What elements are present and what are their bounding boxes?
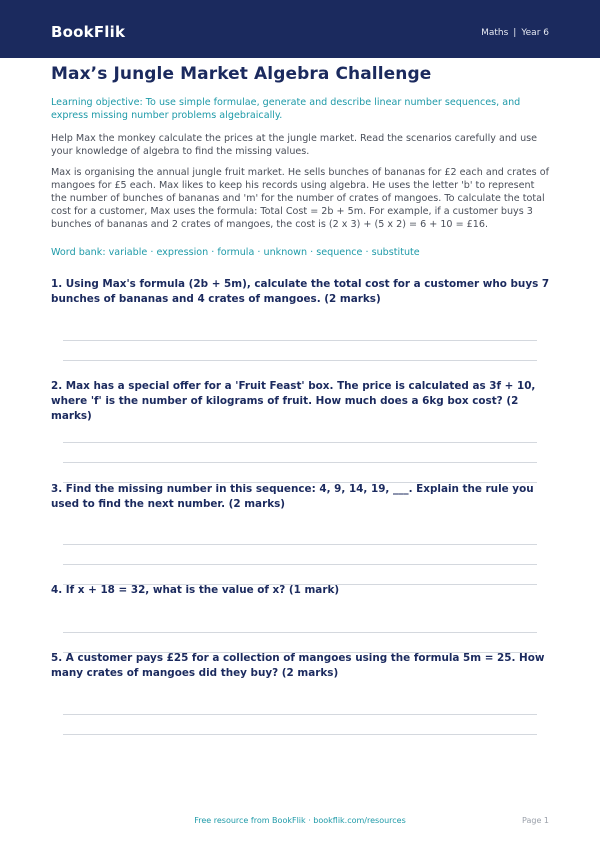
word-bank: Word bank: variable · expression · formula · unknown · sequence · substitute xyxy=(51,247,420,258)
question-1: 1. Using Max's formula (2b + 5m), calculate the total cost for a customer who buys 7 bunches of bananas and 4 crates of mangoes. (2 marks) xyxy=(51,278,550,305)
answer-line[interactable] xyxy=(63,632,537,633)
year-label: Year 6 xyxy=(521,28,549,38)
answer-line[interactable] xyxy=(63,340,537,341)
answer-line[interactable] xyxy=(63,442,537,443)
footer-link[interactable]: Free resource from BookFlik · bookflik.com/resources xyxy=(194,816,406,825)
answer-line[interactable] xyxy=(63,360,537,361)
page-title: Max’s Jungle Market Algebra Challenge xyxy=(51,64,432,84)
answer-line[interactable] xyxy=(63,462,537,463)
question-5: 5. A customer pays £25 for a collection of mangoes using the formula 5m = 25. How many crates of mangoes did they buy? (2 marks) xyxy=(51,652,545,679)
brand-logo[interactable]: BookFlik xyxy=(51,23,126,41)
page-number: Page 1 xyxy=(522,816,549,825)
scenario-text: Max is organising the annual jungle fruit market. He sells bunches of bananas for £2 each and crates of mangoes for £5 each. Max likes to keep his records using algebra. He uses the letter 'b' to represent the number of bunches of bananas and 'm' for the number of crates of mangoes. To calculate the total cost for a customer, Max uses the formula: Total Cost = 2b + 5m. For example, if a customer buys 3 bunches of bananas and 2 crates of mangoes, the cost is (2 x 3) + (5 x 2) = 6 + 10 = £16. xyxy=(51,167,549,230)
question-3: 3. Find the missing number in this sequence: 4, 9, 14, 19, ___. Explain the rule you used to find the next number. (2 marks) xyxy=(51,483,534,510)
header-bar xyxy=(0,0,600,58)
header-meta xyxy=(481,28,549,38)
answer-line[interactable] xyxy=(63,544,537,545)
learning-objective: Learning objective: To use simple formulae, generate and describe linear number sequences, and express missing number problems algebraically. xyxy=(51,97,521,121)
intro-text: Help Max the monkey calculate the prices at the jungle market. Read the scenarios carefully and use your knowledge of algebra to find the missing values. xyxy=(51,133,538,157)
answer-line[interactable] xyxy=(63,734,537,735)
answer-line[interactable] xyxy=(63,564,537,565)
question-4: 4. If x + 18 = 32, what is the value of x? (1 mark) xyxy=(51,584,340,596)
question-2: 2. Max has a special offer for a 'Fruit Feast' box. The price is calculated as 3f + 10, where 'f' is the number of kilograms of fruit. How much does a 6kg box cost? (2 marks) xyxy=(51,380,536,422)
subject-label: Maths xyxy=(481,28,509,38)
answer-line[interactable] xyxy=(63,714,537,715)
meta-separator: | xyxy=(513,28,517,38)
